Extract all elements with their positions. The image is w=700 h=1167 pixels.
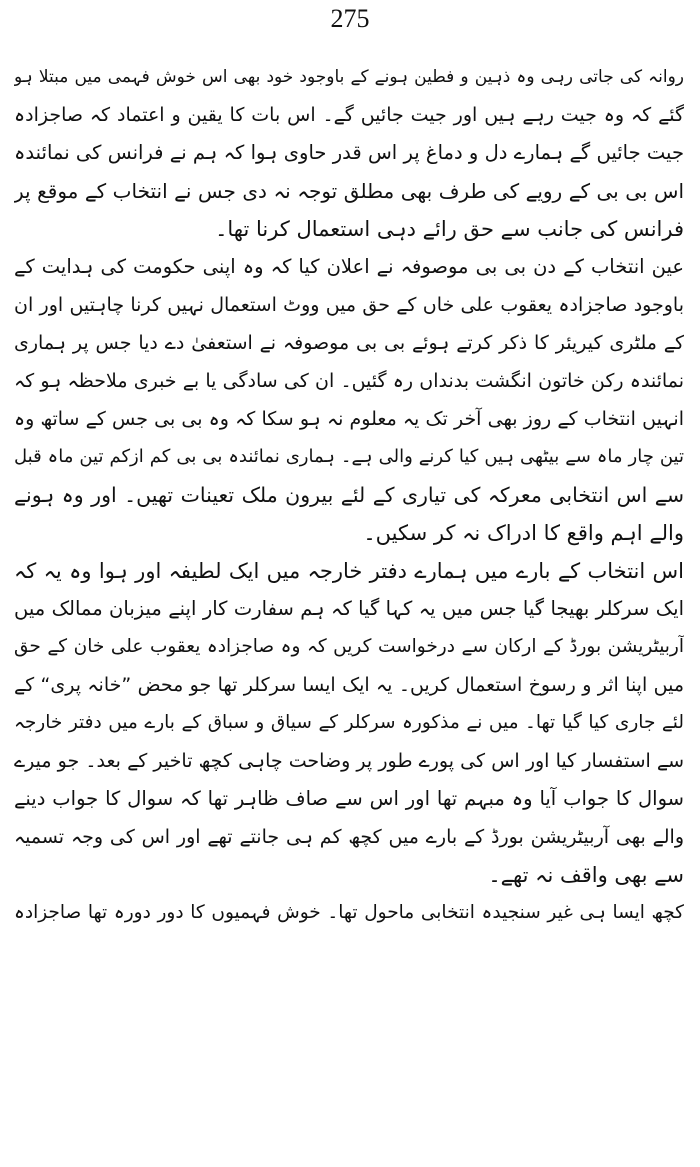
text-line: تین چار ماہ سے بیٹھی ہیں کیا کرنے والی ہے۔ ہماری نمائندہ بی بی کم ازکم تین ماہ قبل bbox=[14, 446, 684, 467]
text-line: کے ملٹری کیریئر کا ذکر کرتے ہوئے بی بی موصوفہ نے استعفیٰ دے دیا جس پر ہماری bbox=[14, 332, 684, 354]
text-line: اس انتخاب کے بارے میں ہمارے دفتر خارجہ میں ایک لطیفہ اور ہوا وہ یہ کہ bbox=[14, 559, 684, 583]
text-line: والے بھی آربیٹریشن بورڈ کے بارے میں کچھ کم ہی جانتے تھے اور اس کی وجہ تسمیہ bbox=[14, 826, 684, 848]
text-line: گئے کہ وہ جیت رہے ہیں اور جیت جائیں گے۔ اس بات کا یقین و اعتماد کہ صاجزادہ bbox=[14, 104, 684, 126]
text-line: لئے جاری کیا گیا تھا۔ میں نے مذکورہ سرکلر کے سیاق و سباق کے بارے میں دفتر خارجہ bbox=[14, 712, 684, 733]
text-line: سے بھی واقف نہ تھے۔ bbox=[488, 863, 684, 887]
text-line: انہیں انتخاب کے روز بھی آخر تک یہ معلوم نہ ہو سکا کہ وہ بی بی جس کے ساتھ وہ bbox=[14, 408, 684, 430]
body-text bbox=[14, 58, 684, 932]
text-line: ایک سرکلر بھیجا گیا جس میں یہ کہا گیا کہ ہم سفارت کار اپنے میزبان ممالک میں bbox=[14, 597, 684, 620]
text-line: فرانس کی جانب سے حق رائے دہی استعمال کرنا تھا۔ bbox=[215, 217, 684, 241]
text-line: میں اپنا اثر و رسوخ استعمال کریں۔ یہ ایک ایسا سرکلر تھا جو محض ”خانہ پری“ کے bbox=[14, 674, 684, 696]
text-line: سے استفسار کیا اور اس کی پورے طور پر وضاحت چاہی کچھ تاخیر کے بعد۔ جو میرے bbox=[14, 750, 684, 772]
text-line: سے اس انتخابی معرکہ کی تیاری کے لئے بیرون ملک تعینات تھیں۔ اور وہ ہونے bbox=[14, 483, 684, 507]
text-line: عین انتخاب کے دن بی بی موصوفہ نے اعلان کیا کہ وہ اپنی حکومت کی ہدایت کے bbox=[14, 255, 684, 278]
text-line: آربیٹریشن بورڈ کے ارکان سے درخواست کریں کہ وہ صاجزادہ یعقوب علی خان کے حق bbox=[14, 636, 684, 657]
text-line: روانہ کی جاتی رہی وہ ذہین و فطین ہونے کے باوجود خود بھی اس خوش فہمی میں مبتلا ہو bbox=[14, 67, 684, 87]
text-line: کچھ ایسا ہی غیر سنجیدہ انتخابی ماحول تھا۔ خوش فہمیوں کا دور دورہ تھا صاجزادہ bbox=[14, 902, 684, 923]
text-line: باوجود صاجزادہ یعقوب علی خاں کے حق میں ووٹ استعمال نہیں کرنا چاہتیں اور ان bbox=[14, 294, 684, 316]
page-number: 275 bbox=[330, 4, 370, 33]
text-line: جیت جائیں گے ہمارے دل و دماغ پر اس قدر حاوی ہوا کہ ہم نے فرانس کی نمائندہ bbox=[14, 141, 684, 164]
text-line: اس بی بی کے رویے کی طرف بھی مطلق توجہ نہ دی جس نے انتخاب کے موقع پر bbox=[14, 179, 684, 203]
text-line: سوال کا جواب آیا وہ مبہم تھا اور اس سے صاف ظاہر تھا کہ سوال کا جواب دینے bbox=[14, 787, 684, 810]
text-line: والے اہم واقع کا ادراک نہ کر سکیں۔ bbox=[363, 521, 684, 545]
text-line: نمائندہ رکن خاتون انگشت بدنداں رہ گئیں۔ ان کی سادگی یا بے خبری ملاحظہ ہو کہ bbox=[14, 370, 684, 392]
